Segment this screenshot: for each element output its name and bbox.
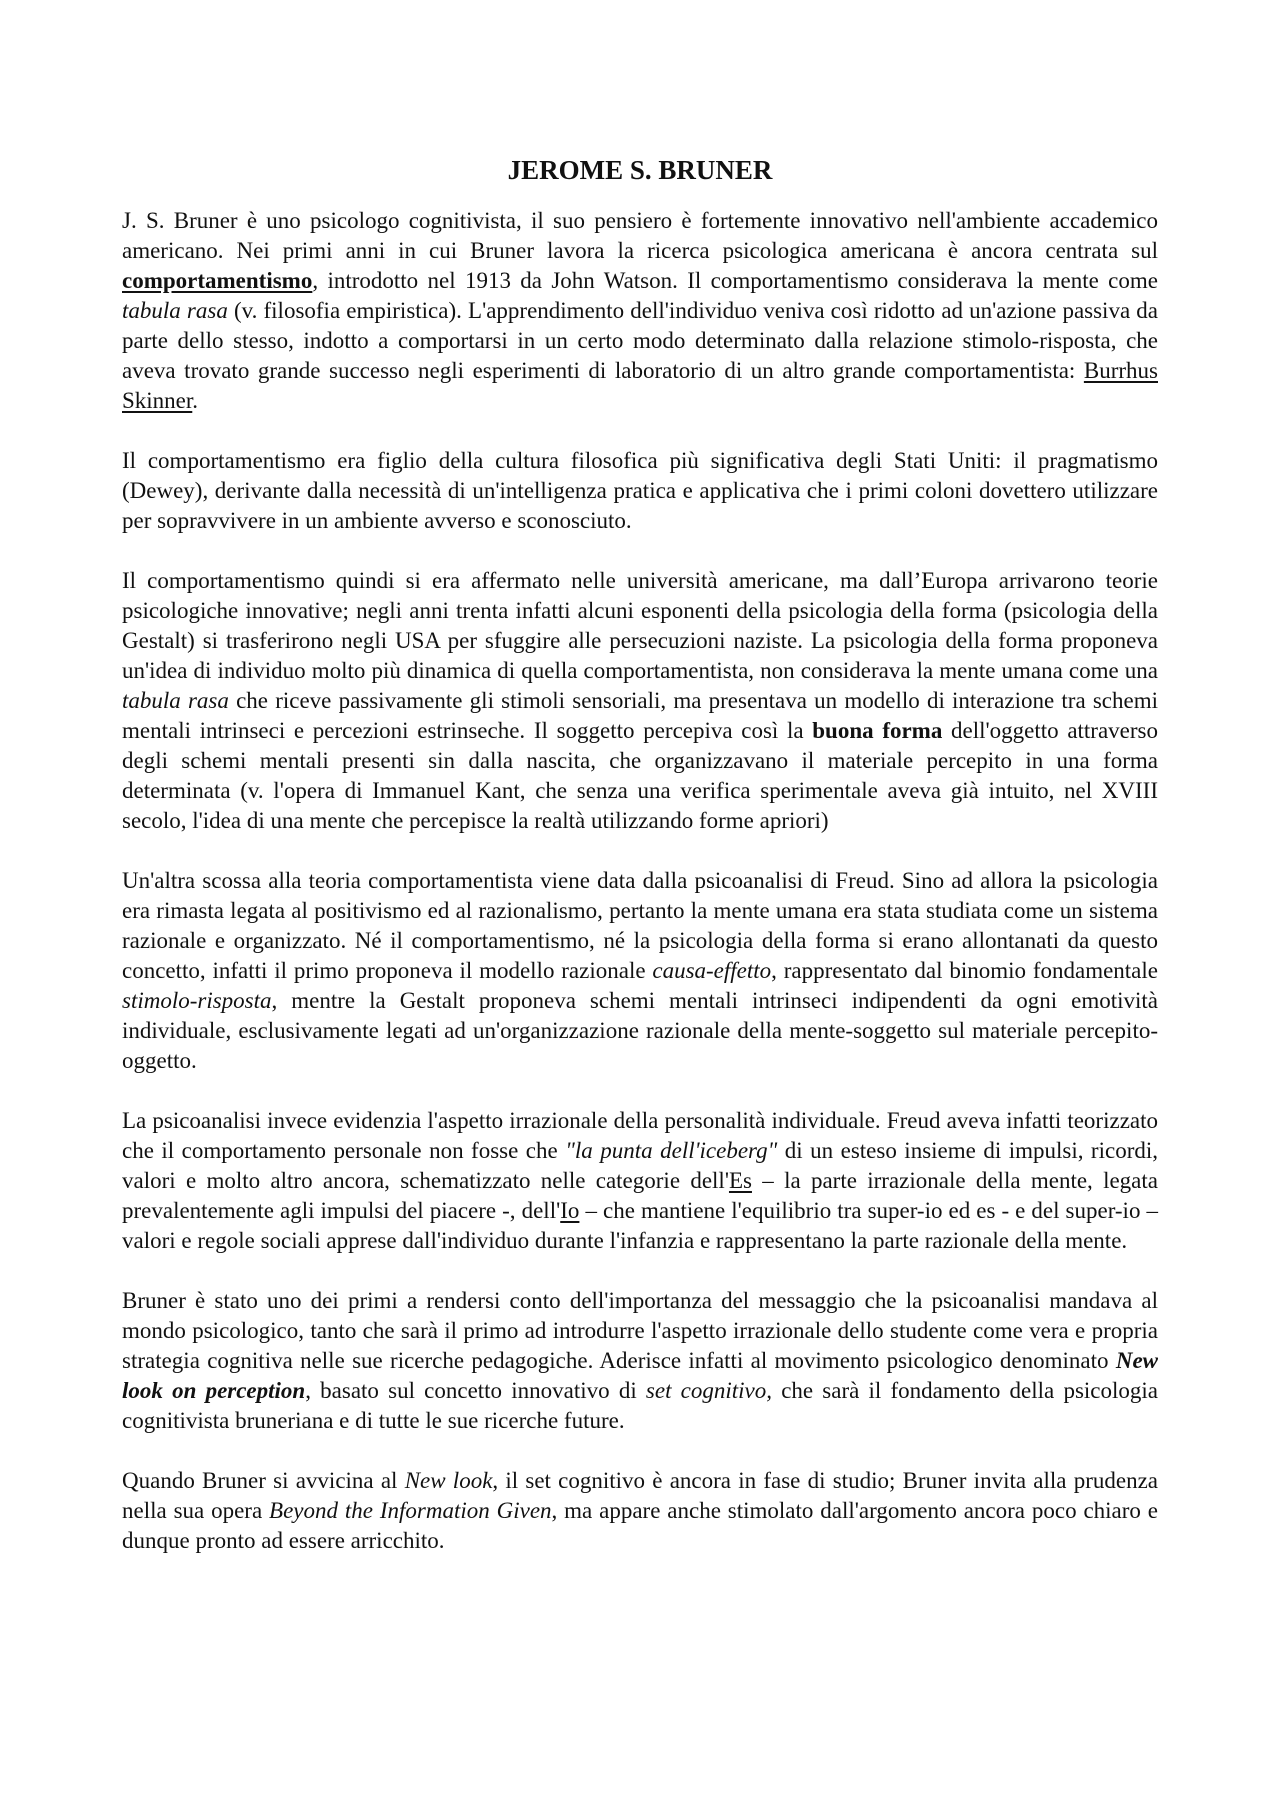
p3-text-a: Il comportamentismo quindi si era affermato nelle università americane, ma dall’Europa arrivarono teorie psicologiche innovative; negli anni trenta infatti alcuni esponenti della psicologia della forma (psicologia della Gestalt) si trasferirono negli USA per sfuggire alle persecuzioni naziste. La psicologia della forma proponeva un'idea di individuo molto più dinamica di quella comportamentista, non considerava la mente umana come una <box>122 568 1158 683</box>
page-title: JEROME S. BRUNER <box>507 155 773 185</box>
p7-text-a: Quando Bruner si avvicina al <box>122 1468 405 1493</box>
paragraph-2: Il comportamentismo era figlio della cultura filosofica più significativa degli Stati Uniti: il pragmatismo (Dewey), derivante dalla necessità di un'intelligenza pratica e applicativa che i primi coloni dovettero utilizzare per sopravvivere in un ambiente avverso e sconosciuto. <box>122 448 1158 533</box>
p3-bold-buona-forma: buona forma <box>812 718 943 743</box>
p7-italic-new-look: New look <box>404 1468 493 1493</box>
p4-italic-stimolo-risposta: stimolo-risposta <box>122 988 272 1013</box>
burrhus-skinner-link[interactable]: Burrhus Skinner <box>122 358 1158 413</box>
p4-text-c: , rappresentato dal binomio fondamentale <box>771 958 1158 983</box>
p3-italic-tabula-rasa: tabula rasa <box>122 688 229 713</box>
p6-text-c: , basato sul concetto innovativo di <box>305 1378 646 1403</box>
p5-text-a: La psicoanalisi invece evidenzia l'aspetto irrazionale della personalità individuale. Freud aveva infatti teorizzato che il comportamento personale non fosse che <box>122 1108 1158 1163</box>
io-link[interactable]: Io <box>560 1198 580 1223</box>
p6-bold-italic-new-look: New look on perception <box>122 1348 1158 1403</box>
p3-text-e: dell'oggetto attraverso degli schemi mentali presenti sin dalla nascita, che organizzavano il materiale percepito in una forma determinata (v. l'opera di Immanuel Kant, che senza una verifica sperimentale aveva già intuito, nel XVIII secolo, l'idea di una mente che percepisce la realtà utilizzando forme apriori) <box>122 718 1158 833</box>
paragraph-7 <box>122 1466 1158 1556</box>
p5-text-g: – che mantiene l'equilibrio tra super-io ed es - e del super-io – valori e regole sociali apprese dall'individuo durante l'infanzia e rappresentano la parte razionale della mente. <box>122 1198 1158 1253</box>
p3-text-c: che riceve passivamente gli stimoli sensoriali, ma presentava un modello di interazione tra schemi mentali intrinseci e percezioni estrinseche. Il soggetto percepiva così la <box>122 688 1158 743</box>
p1-text-g: . <box>192 388 199 413</box>
p7-text-e: , ma appare anche stimolato dall'argomento ancora poco chiaro e dunque pronto ad essere arricchito. <box>122 1498 1158 1553</box>
paragraph-4 <box>122 866 1158 1076</box>
p1-text-c: , introdotto nel 1913 da John Watson. Il comportamentismo considerava la mente come <box>312 268 1158 293</box>
p6-text-e: che sarà il fondamento della psicologia cognitivista bruneriana e di tutte le sue ricerche future. <box>122 1378 1158 1433</box>
p1-text-a: J. S. Bruner è uno psicologo cognitivista, il suo pensiero è fortemente innovativo nell'ambiente accademico americano. Nei primi anni in cui Bruner lavora la ricerca psicologica americana è ancora centrata sul <box>122 208 1158 263</box>
p5-italic-iceberg: "la punta dell'iceberg" <box>565 1138 778 1163</box>
p4-italic-causa-effetto: causa-effetto <box>652 958 772 983</box>
document-body <box>122 148 1158 1586</box>
p1-text-e: (v. filosofia empiristica). L'apprendimento dell'individuo veniva così ridotto ad un'azione passiva da parte dello stesso, indotto a comportarsi in un certo modo determinato dalla relazione stimolo-risposta, che aveva trovato grande successo negli esperimenti di laboratorio di un altro grande comportamentista: <box>122 298 1158 383</box>
comportamentismo-link[interactable]: comportamentismo <box>122 268 313 293</box>
p1-italic-tabula-rasa: tabula rasa <box>122 298 228 323</box>
p4-text-a: Un'altra scossa alla teoria comportamentista viene data dalla psicoanalisi di Freud. Sino ad allora la psicologia era rimasta legata al positivismo ed al razionalismo, pertanto la mente umana era stata studiata come un sistema razionale e organizzato. Né il comportamentismo, né la psicologia della forma si erano allontanati da questo concetto, infatti il primo proponeva il modello razionale <box>122 868 1158 983</box>
p7-text-c: , il set cognitivo è ancora in fase di studio; Bruner invita alla prudenza nella sua opera <box>122 1468 1158 1523</box>
p7-italic-book-title: Beyond the Information Given <box>269 1498 552 1523</box>
es-link[interactable]: Es <box>728 1168 752 1193</box>
p5-text-c: di un esteso insieme di impulsi, ricordi, valori e molto altro ancora, schematizzato nelle categorie dell' <box>122 1138 1158 1193</box>
p6-italic-set-cognitivo: set cognitivo, <box>645 1378 772 1403</box>
p4-text-e: , mentre la Gestalt proponeva schemi mentali intrinseci indipendenti da ogni emotività individuale, esclusivamente legati ad un'organizzazione razionale della mente-soggetto sul materiale percepito-oggetto. <box>122 988 1158 1073</box>
paragraph-5 <box>122 1106 1158 1256</box>
p5-text-e: – la parte irrazionale della mente, legata prevalentemente agli impulsi del piacere -, dell' <box>122 1168 1158 1223</box>
paragraph-1 <box>122 206 1158 416</box>
paragraph-6 <box>122 1286 1158 1436</box>
p6-text-a: Bruner è stato uno dei primi a rendersi conto dell'importanza del messaggio che la psicoanalisi mandava al mondo psicologico, tanto che sarà il primo ad introdurre l'aspetto irrazionale dello studente come vera e propria strategia cognitiva nelle sue ricerche pedagogiche. Aderisce infatti al movimento psicologico denominato <box>122 1288 1158 1373</box>
paragraph-3 <box>122 566 1158 836</box>
